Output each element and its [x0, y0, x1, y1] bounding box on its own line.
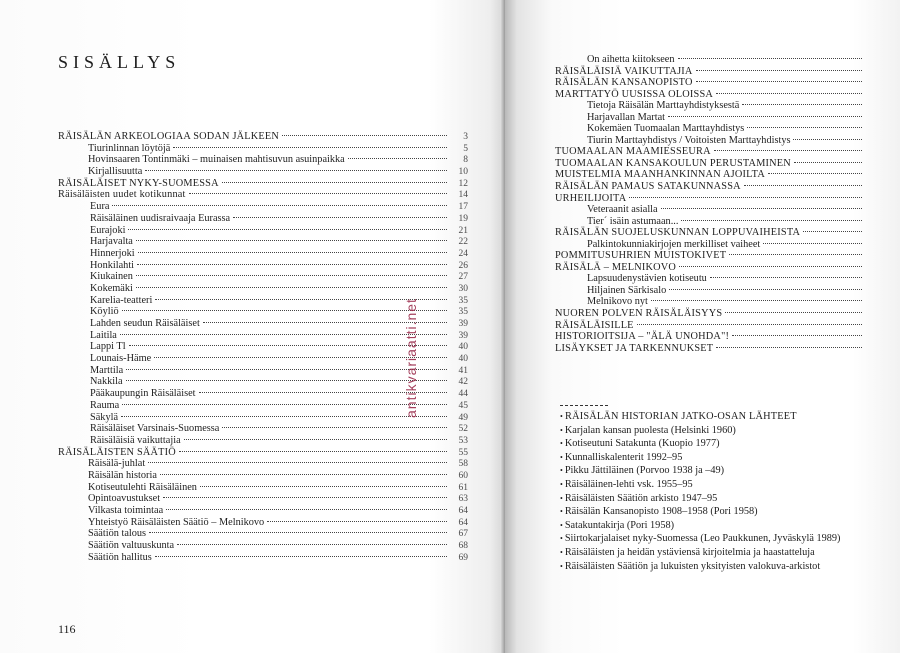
toc-leader-dots [651, 300, 862, 301]
source-item [560, 492, 841, 506]
toc-entry [555, 308, 865, 320]
toc-leader-dots [233, 217, 447, 218]
toc-leader-dots [768, 173, 862, 174]
toc-entry-title: LISÄYKSET JA TARKENNUKSET [555, 342, 714, 354]
toc-entry [555, 77, 865, 89]
page-title: SISÄLLYS [58, 52, 181, 72]
toc-entry-title: Räisälä-juhlat [88, 458, 146, 470]
toc-leader-dots [136, 240, 447, 241]
toc-entry-title: Nakkila [90, 376, 123, 388]
toc-page-number: 26 [458, 260, 468, 271]
toc-entry [555, 216, 865, 228]
toc-leader-dots [725, 312, 862, 313]
toc-leader-dots [669, 289, 862, 290]
toc-entry-title: RÄISÄLÄN SUOJELUSKUNNAN LOPPUVAIHEISTA [555, 227, 801, 239]
toc-entry-title: Vilkasta toimintaa [88, 505, 164, 516]
toc-leader-dots [177, 544, 447, 545]
toc-leader-dots [126, 369, 447, 370]
toc-entry-title: Eura [90, 201, 110, 213]
source-text: Pikku Jättiläinen (Porvoo 1938 ja –49) [564, 465, 725, 477]
sources-heading [560, 410, 841, 424]
toc-entry-title: TUOMAALAN MAAMIESSEURA [555, 146, 711, 158]
page-number: 116 [58, 622, 76, 636]
toc-entry-title: Marttila [90, 364, 124, 376]
toc-entry [58, 260, 468, 272]
toc-entry [555, 273, 865, 285]
toc-entry [58, 482, 468, 494]
toc-leader-dots [744, 185, 862, 186]
toc-entry-title: Karelia-teatteri [90, 294, 153, 306]
toc-entry [555, 66, 865, 78]
toc-entry-title: RÄISÄLÄISET NYKY-SUOMESSA [58, 177, 219, 189]
toc-entry-title: Hinnerjoki [90, 247, 135, 259]
source-item [560, 532, 841, 546]
toc-entry [58, 131, 468, 143]
toc-leader-dots [742, 104, 862, 105]
toc-entry-title: TUOMAALAN KANSAKOULUN PERUSTAMINEN [555, 157, 791, 169]
toc-leader-dots [145, 170, 447, 171]
toc-leader-dots [163, 497, 447, 498]
bullet-icon: • [560, 425, 563, 435]
toc-entry-title: Räisäläisiä vaikuttajia [90, 434, 181, 446]
toc-entry-title: POMMITUSUHRIEN MUISTOKIVET [555, 250, 727, 262]
toc-entry [555, 331, 865, 343]
toc-leader-dots [136, 275, 447, 276]
toc-entry-title: Kokemäen Tuomaalan Marttayhdistys [587, 123, 745, 135]
toc-entry [58, 225, 468, 237]
toc-leader-dots [282, 135, 447, 136]
toc-leader-dots [678, 58, 863, 59]
toc-leader-dots [696, 81, 862, 82]
toc-leader-dots [112, 205, 447, 206]
toc-entry-title: Tiurinlinnan löytöjä [88, 142, 171, 154]
sources-list [560, 410, 841, 573]
toc-entry-title: Tiurin Marttayhdistys / Voitoisten Marttayhdistys [587, 134, 791, 146]
toc-page-number: 39 [458, 330, 468, 341]
toc-leader-dots [179, 451, 447, 452]
toc-leader-dots [222, 182, 447, 183]
toc-entry-title: RÄISÄLÄN ARKEOLOGIAA SODAN JÄLKEEN [58, 131, 280, 142]
toc-entry-title: Hiljainen Särkisalo [587, 284, 667, 296]
toc-page-number: 3 [463, 132, 468, 142]
toc-entry [555, 181, 865, 193]
toc-leader-dots [661, 208, 862, 209]
source-item [560, 424, 841, 438]
toc-entry-title: Säätiön talous [88, 528, 147, 540]
toc-page-number: 61 [458, 482, 468, 493]
toc-leader-dots [696, 70, 862, 71]
source-text: Räisäläinen-lehti vsk. 1955–95 [564, 478, 693, 490]
toc-page-number: 63 [458, 494, 468, 505]
toc-entry [58, 423, 468, 435]
toc-entry-title: Säkylä [90, 411, 119, 423]
toc-leader-dots [716, 347, 862, 348]
toc-page-number: 55 [458, 447, 468, 458]
toc-entry-title: RÄISÄLÄISTEN SÄÄTIÖ [58, 446, 176, 458]
source-text: Siirtokarjalaiset nyky-Suomessa (Leo Paukkunen, Jyväskylä 1989) [564, 533, 841, 545]
toc-leader-dots [710, 277, 862, 278]
bullet-icon: • [560, 452, 563, 462]
toc-page-number: 22 [458, 237, 468, 248]
source-text: Räisäläisten Säätiön arkisto 1947–95 [564, 492, 718, 504]
source-text: Karjalan kansan puolesta (Helsinki 1960) [564, 424, 736, 436]
toc-page-number: 67 [458, 529, 468, 540]
toc-leader-dots [129, 345, 447, 346]
toc-entry [58, 143, 468, 155]
toc-entry-title: Kiukainen [90, 271, 133, 283]
toc-entry-title: Lounais-Häme [90, 353, 152, 365]
toc-entry-title: Räisäläisten uudet kotikunnat [58, 189, 186, 201]
toc-leader-dots [149, 532, 447, 533]
toc-entry [58, 552, 468, 564]
toc-entry [555, 146, 865, 158]
toc-leader-dots [716, 93, 862, 94]
bullet-icon: • [560, 412, 564, 421]
toc-leader-dots [729, 254, 862, 255]
toc-entry-title: Lahden seudun Räisäläiset [90, 318, 200, 329]
toc-entry-title: MUISTELMIA MAANHANKINNAN AJOILTA [555, 169, 765, 181]
toc-entry [555, 112, 865, 124]
toc-page-number: 64 [458, 506, 468, 516]
toc-entry-title: RÄISÄLÄN PAMAUS SATAKUNNASSA [555, 181, 741, 193]
toc-entry-title: Kotiseutulehti Räisäläinen [88, 481, 197, 493]
toc-entry-title: Harjavalta [90, 236, 133, 248]
toc-page-number: 27 [458, 272, 468, 283]
toc-leader-dots [126, 380, 447, 381]
bullet-icon: • [560, 479, 563, 489]
toc-entry-title: Palkintokunniakirjojen merkilliset vaiheet [587, 238, 761, 250]
toc-page-number: 68 [458, 541, 468, 552]
toc-entry [555, 135, 865, 147]
toc-page-number: 42 [458, 377, 468, 388]
toc-leader-dots [732, 335, 862, 336]
toc-entry-title: RÄISÄLÄ – MELNIKOVO [555, 261, 677, 273]
toc-leader-dots [714, 150, 862, 151]
toc-entry-title: Säätiön hallitus [88, 551, 152, 563]
toc-leader-dots [122, 404, 447, 405]
source-item [560, 505, 841, 519]
toc-entry [58, 435, 468, 447]
toc-entry [58, 505, 468, 517]
toc-page-number: 14 [458, 190, 468, 201]
toc-entry-title: Säätiön valtuuskunta [88, 540, 175, 552]
toc-entry-title: Kokemäki [90, 282, 133, 294]
toc-entry-title: Räisäläiset Varsinais-Suomessa [90, 423, 220, 435]
toc-entry [58, 178, 468, 190]
toc-entry-title: URHEILIJOITA [555, 192, 627, 204]
toc-leader-dots [668, 116, 862, 117]
toc-leader-dots [747, 127, 862, 128]
toc-entry [58, 447, 468, 459]
toc-page-number: 10 [458, 167, 468, 178]
toc-page-number: 69 [458, 552, 468, 563]
toc-page-number: 35 [458, 295, 468, 306]
toc-entry [555, 285, 865, 297]
toc-page-number: 53 [458, 435, 468, 446]
toc-entry [58, 201, 468, 213]
toc-entry-title: NUOREN POLVEN RÄISÄLÄISYYS [555, 308, 723, 320]
toc-page-number: 40 [458, 354, 468, 365]
toc-leader-dots [637, 324, 862, 325]
toc-leader-dots [122, 310, 447, 311]
bullet-icon: • [560, 534, 563, 544]
toc-entry [58, 154, 468, 166]
toc-entry [555, 296, 865, 308]
toc-entry [58, 493, 468, 505]
bullet-icon: • [560, 547, 563, 557]
toc-leader-dots [121, 416, 447, 417]
toc-entry-title: Räisälän historia [88, 469, 157, 481]
toc-entry [555, 193, 865, 205]
toc-leader-dots [348, 158, 447, 159]
toc-entry [58, 470, 468, 482]
toc-entry-title: RÄISÄLÄISILLE [555, 319, 634, 331]
toc-entry-title: MARTTATYÖ UUSISSA OLOISSA [555, 88, 714, 100]
toc-leader-dots [148, 462, 447, 463]
toc-leader-dots [793, 139, 862, 140]
toc-page-number: 30 [458, 283, 468, 294]
toc-page-number: 49 [458, 412, 468, 423]
toc-entry-title: Tietoja Räisälän Marttayhdistyksestä [587, 100, 740, 112]
toc-leader-dots [120, 334, 447, 335]
source-text: Räisälän Kansanopisto 1908–1958 (Pori 1958) [564, 506, 758, 518]
toc-entry-title: Köyliö [90, 306, 119, 318]
toc-entry-title: Laitila [90, 329, 117, 341]
source-text: Kunnalliskalenterit 1992–95 [564, 451, 683, 463]
toc-entry [555, 158, 865, 170]
source-item [560, 478, 841, 492]
toc-entry [555, 343, 865, 355]
section-separator [560, 405, 608, 406]
toc-page-number: 21 [458, 225, 468, 236]
toc-page-number: 35 [458, 307, 468, 318]
toc-entry-title: Hovinsaaren Tontinmäki – muinaisen mahtisuvun asuinpaikka [88, 154, 345, 166]
toc-leader-dots [189, 193, 447, 194]
toc-list-right [555, 54, 865, 354]
toc-entry-title: Eurajoki [90, 224, 126, 236]
toc-page-number: 45 [458, 400, 468, 411]
bullet-icon: • [560, 561, 563, 571]
toc-entry [555, 100, 865, 112]
toc-page-number: 5 [463, 143, 468, 154]
toc-entry [555, 320, 865, 332]
toc-page-number: 41 [458, 365, 468, 376]
toc-entry-title: On aihetta kiitokseen [587, 54, 675, 65]
toc-entry-title: Pääkaupungin Räisäläiset [90, 388, 196, 400]
toc-entry-title: Tier´ isäin astumaan... [587, 215, 679, 227]
source-text: Räisäläisten Säätiön ja lukuisten yksityisten valokuva-arkistot [564, 560, 821, 572]
toc-page-number: 64 [458, 517, 468, 528]
toc-entry [58, 248, 468, 260]
bullet-icon: • [560, 507, 563, 517]
toc-leader-dots [803, 231, 862, 232]
bullet-icon: • [560, 493, 563, 503]
toc-leader-dots [184, 439, 447, 440]
toc-entry-title: Räisäläinen uudisraivaaja Eurassa [90, 212, 231, 224]
toc-leader-dots [267, 521, 447, 522]
toc-page-number: 52 [458, 424, 468, 435]
source-text: RÄISÄLÄN HISTORIAN JATKO-OSAN LÄHTEET [565, 411, 797, 422]
toc-leader-dots [629, 197, 862, 198]
toc-page-number: 17 [458, 202, 468, 213]
toc-entry [555, 204, 865, 216]
toc-entry-title: Yhteistyö Räisäläisten Säätiö – Melnikovo [88, 516, 265, 528]
source-item [560, 464, 841, 478]
toc-entry [555, 169, 865, 181]
toc-entry [555, 54, 865, 66]
toc-leader-dots [222, 427, 447, 428]
toc-entry [555, 239, 865, 251]
source-text: Räisäläisten ja heidän ystäviensä kirjoitelmia ja haastatteluja [564, 546, 815, 558]
toc-leader-dots [128, 229, 447, 230]
toc-leader-dots [137, 264, 447, 265]
toc-entry [58, 528, 468, 540]
toc-page-number: 44 [458, 389, 468, 400]
toc-page-number: 40 [458, 342, 468, 353]
toc-leader-dots [200, 486, 447, 487]
toc-entry-title: RÄISÄLÄN KANSANOPISTO [555, 77, 693, 89]
toc-entry [555, 250, 865, 262]
toc-page-number: 60 [458, 470, 468, 481]
toc-leader-dots [155, 556, 447, 557]
toc-entry-title: Lapsuudenystävien kotiseutu [587, 273, 707, 285]
toc-leader-dots [679, 266, 862, 267]
toc-entry [58, 540, 468, 552]
toc-entry-title: Honkilahti [90, 259, 135, 271]
toc-entry-title: RÄISÄLÄISIÄ VAIKUTTAJIA [555, 65, 693, 77]
toc-leader-dots [681, 220, 862, 221]
toc-leader-dots [166, 509, 447, 510]
toc-leader-dots [173, 147, 447, 148]
toc-page-number: 19 [458, 213, 468, 224]
toc-entry-title: HISTORIOITSIJA – "ÄLÄ UNOHDA"! [555, 331, 730, 343]
bullet-icon: • [560, 520, 563, 530]
source-text: Satakuntakirja (Pori 1958) [564, 519, 675, 531]
source-item [560, 560, 841, 574]
toc-entry-title: Melnikovo nyt [587, 296, 648, 308]
toc-leader-dots [763, 243, 862, 244]
toc-entry-title: Rauma [90, 399, 120, 411]
toc-entry-title: Lappi Tl [90, 341, 126, 353]
toc-entry [58, 213, 468, 225]
toc-entry-title: Kirjallisuutta [88, 166, 143, 178]
source-item [560, 437, 841, 451]
toc-entry [58, 166, 468, 178]
toc-leader-dots [136, 287, 447, 288]
toc-page-number: 58 [458, 459, 468, 470]
toc-entry-title: Harjavallan Martat [587, 111, 666, 123]
toc-entry [58, 517, 468, 529]
watermark-text: antikvariaatti.net [403, 298, 419, 418]
toc-entry-title: Veteraanit asialla [587, 204, 658, 216]
toc-leader-dots [794, 162, 862, 163]
toc-entry [555, 123, 865, 135]
bullet-icon: • [560, 466, 563, 476]
toc-entry [555, 227, 865, 239]
toc-leader-dots [160, 474, 447, 475]
toc-entry [58, 283, 468, 295]
toc-entry [58, 189, 468, 201]
toc-page-number: 8 [463, 155, 468, 166]
toc-page-number: 12 [458, 178, 468, 189]
toc-entry [58, 458, 468, 470]
toc-entry [555, 262, 865, 274]
source-item [560, 451, 841, 465]
toc-entry [555, 89, 865, 101]
source-item [560, 519, 841, 533]
toc-entry-title: Opintoavustukset [88, 493, 161, 505]
toc-page-number: 39 [458, 319, 468, 329]
source-item [560, 546, 841, 560]
toc-entry [58, 236, 468, 248]
source-text: Kotiseutuni Satakunta (Kuopio 1977) [564, 438, 720, 450]
toc-leader-dots [138, 252, 447, 253]
bullet-icon: • [560, 439, 563, 449]
toc-page-number: 24 [458, 248, 468, 259]
toc-entry [58, 271, 468, 283]
